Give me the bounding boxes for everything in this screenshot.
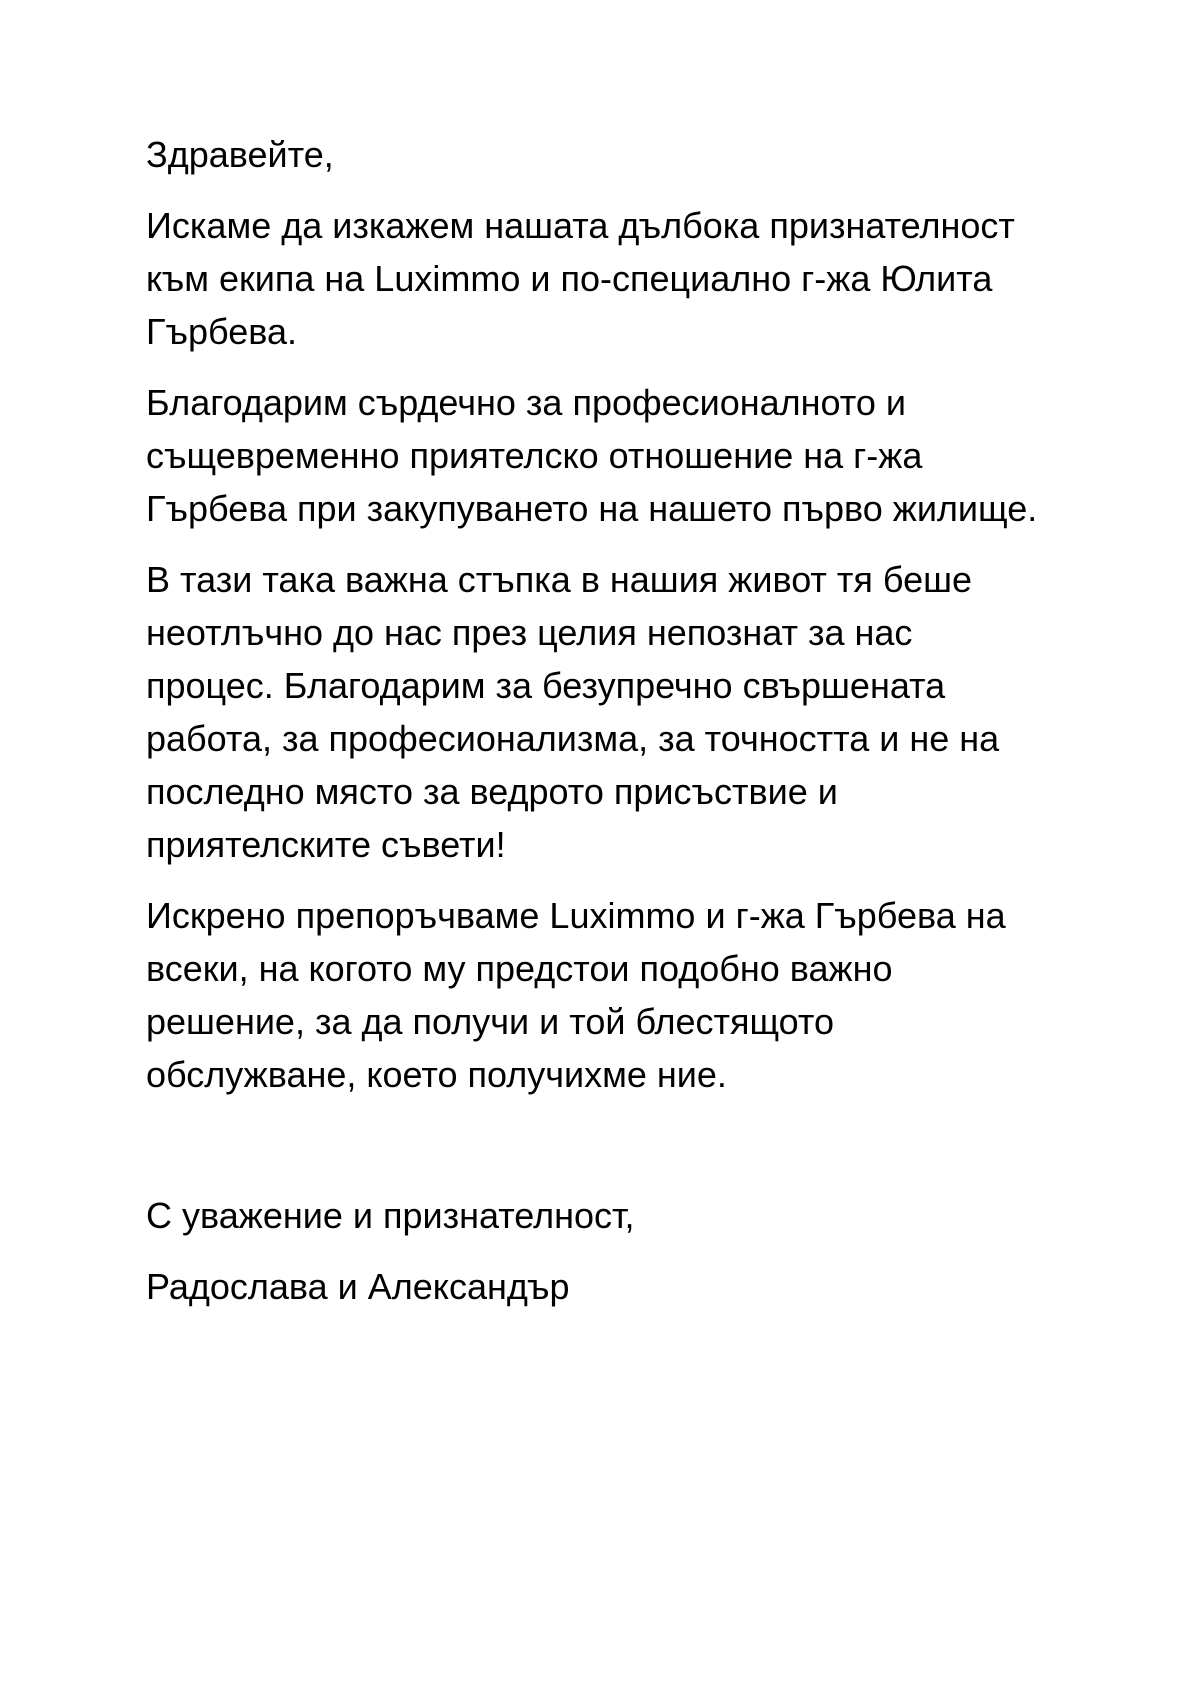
greeting-text: Здравейте, [146, 134, 334, 175]
text-line: Искаме да изкажем нашата дълбока признателност [146, 205, 1015, 246]
text-line: решение, за да получи и той блестящото [146, 1001, 835, 1042]
text-line: обслужване, което получихме ние. [146, 1054, 727, 1095]
text-line: същевременно приятелско отношение на г-жа [146, 435, 923, 476]
letter-body [146, 128, 1086, 1331]
blank-space [146, 1119, 1086, 1189]
paragraph-recommendation [146, 889, 1086, 1101]
paragraph-thanks [146, 376, 1086, 535]
text-line: работа, за професионализма, за точността и не на [146, 718, 1000, 759]
text-line: към екипа на Luximmo и по-специално г-жа Юлита [146, 258, 993, 299]
text-line: Гърбева. [146, 311, 297, 352]
paragraph-gratitude [146, 199, 1086, 358]
text-line: В тази така важна стъпка в нашия живот тя беше [146, 559, 973, 600]
text-line: всеки, на когото му предстои подобно важно [146, 948, 893, 989]
signature [146, 1260, 1086, 1313]
text-line: процес. Благодарим за безупречно свършената [146, 665, 946, 706]
text-line: последно място за ведрото присъствие и [146, 771, 838, 812]
signature-text: Радослава и Александър [146, 1266, 570, 1307]
greeting [146, 128, 1086, 181]
paragraph-support [146, 553, 1086, 871]
closing-text: С уважение и признателност, [146, 1195, 635, 1236]
text-line: приятелските съвети! [146, 824, 506, 865]
closing [146, 1189, 1086, 1242]
text-line: неотлъчно до нас през целия непознат за нас [146, 612, 913, 653]
text-line: Благодарим сърдечно за професионалното и [146, 382, 906, 423]
text-line: Искрено препоръчваме Luximmo и г-жа Гърбева на [146, 895, 1006, 936]
text-line: Гърбева при закупуването на нашето първо жилище. [146, 488, 1038, 529]
